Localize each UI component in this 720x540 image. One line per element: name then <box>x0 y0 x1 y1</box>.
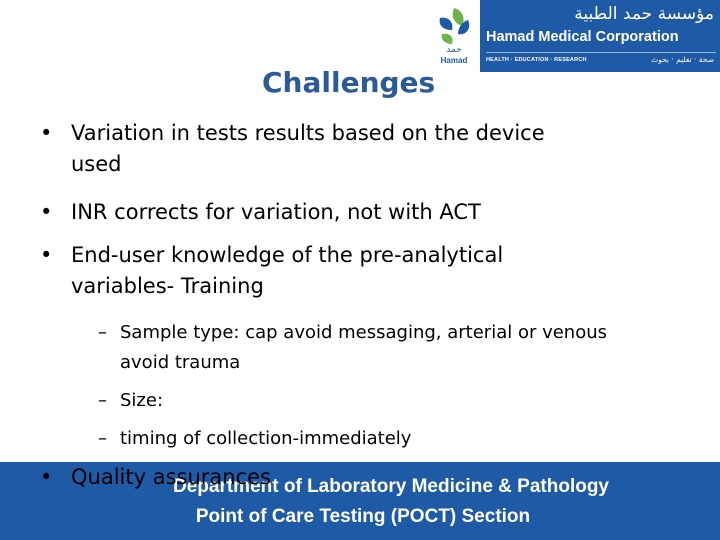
sub-bullet-item <box>98 424 698 454</box>
sub-bullet-marker: – <box>98 322 107 343</box>
sub-bullet-line: Sample type: cap avoid messaging, arterial or venous <box>120 322 608 343</box>
logo-divider <box>486 52 716 53</box>
bullet-line: INR corrects for variation, not with ACT <box>71 200 481 224</box>
logo-english-name: Hamad Medical Corporation <box>486 29 679 45</box>
sub-bullet-line: timing of collection-immediately <box>120 428 412 449</box>
leaf-emblem-icon <box>432 4 476 54</box>
bullet-item <box>40 197 635 228</box>
sub-bullet-item <box>98 386 698 416</box>
logo-tagline: HEALTH · EDUCATION · RESEARCH <box>486 57 587 63</box>
logo-tagline-arabic: صحة · تعليم · بحوث <box>651 55 714 64</box>
svg-text:حمد: حمد <box>446 45 462 54</box>
bullet-marker: • <box>40 121 53 145</box>
bullet-line: End-user knowledge of the pre-analytical <box>71 243 504 267</box>
footer-section: Point of Care Testing (POCT) Section <box>195 506 531 527</box>
bullet-line: Quality assurances <box>71 465 271 489</box>
bullet-marker: • <box>40 200 53 224</box>
hmc-emblem <box>428 0 480 72</box>
bullet-marker: • <box>40 465 53 489</box>
emblem-label: Hamad <box>440 56 468 65</box>
sub-bullet-marker: – <box>98 390 107 411</box>
bullet-item <box>40 118 635 180</box>
hmc-logo <box>428 0 720 72</box>
bullet-line: used <box>71 152 122 176</box>
slide-title: Challenges <box>262 66 436 99</box>
sub-bullet-line: avoid trauma <box>120 352 241 373</box>
sub-bullet-line: Size: <box>120 390 164 411</box>
bullet-line: Variation in tests results based on the device <box>71 121 545 145</box>
logo-arabic-name: مؤسسة حمد الطبية <box>574 4 714 24</box>
footer-department: Department of Laboratory Medicine & Pathology <box>173 476 609 497</box>
bullet-line: variables- Training <box>71 274 264 298</box>
sub-bullet-item <box>98 318 698 378</box>
sub-bullet-marker: – <box>98 428 107 449</box>
bullet-item <box>40 462 271 493</box>
bullet-item <box>40 240 635 302</box>
bullet-marker: • <box>40 243 53 267</box>
